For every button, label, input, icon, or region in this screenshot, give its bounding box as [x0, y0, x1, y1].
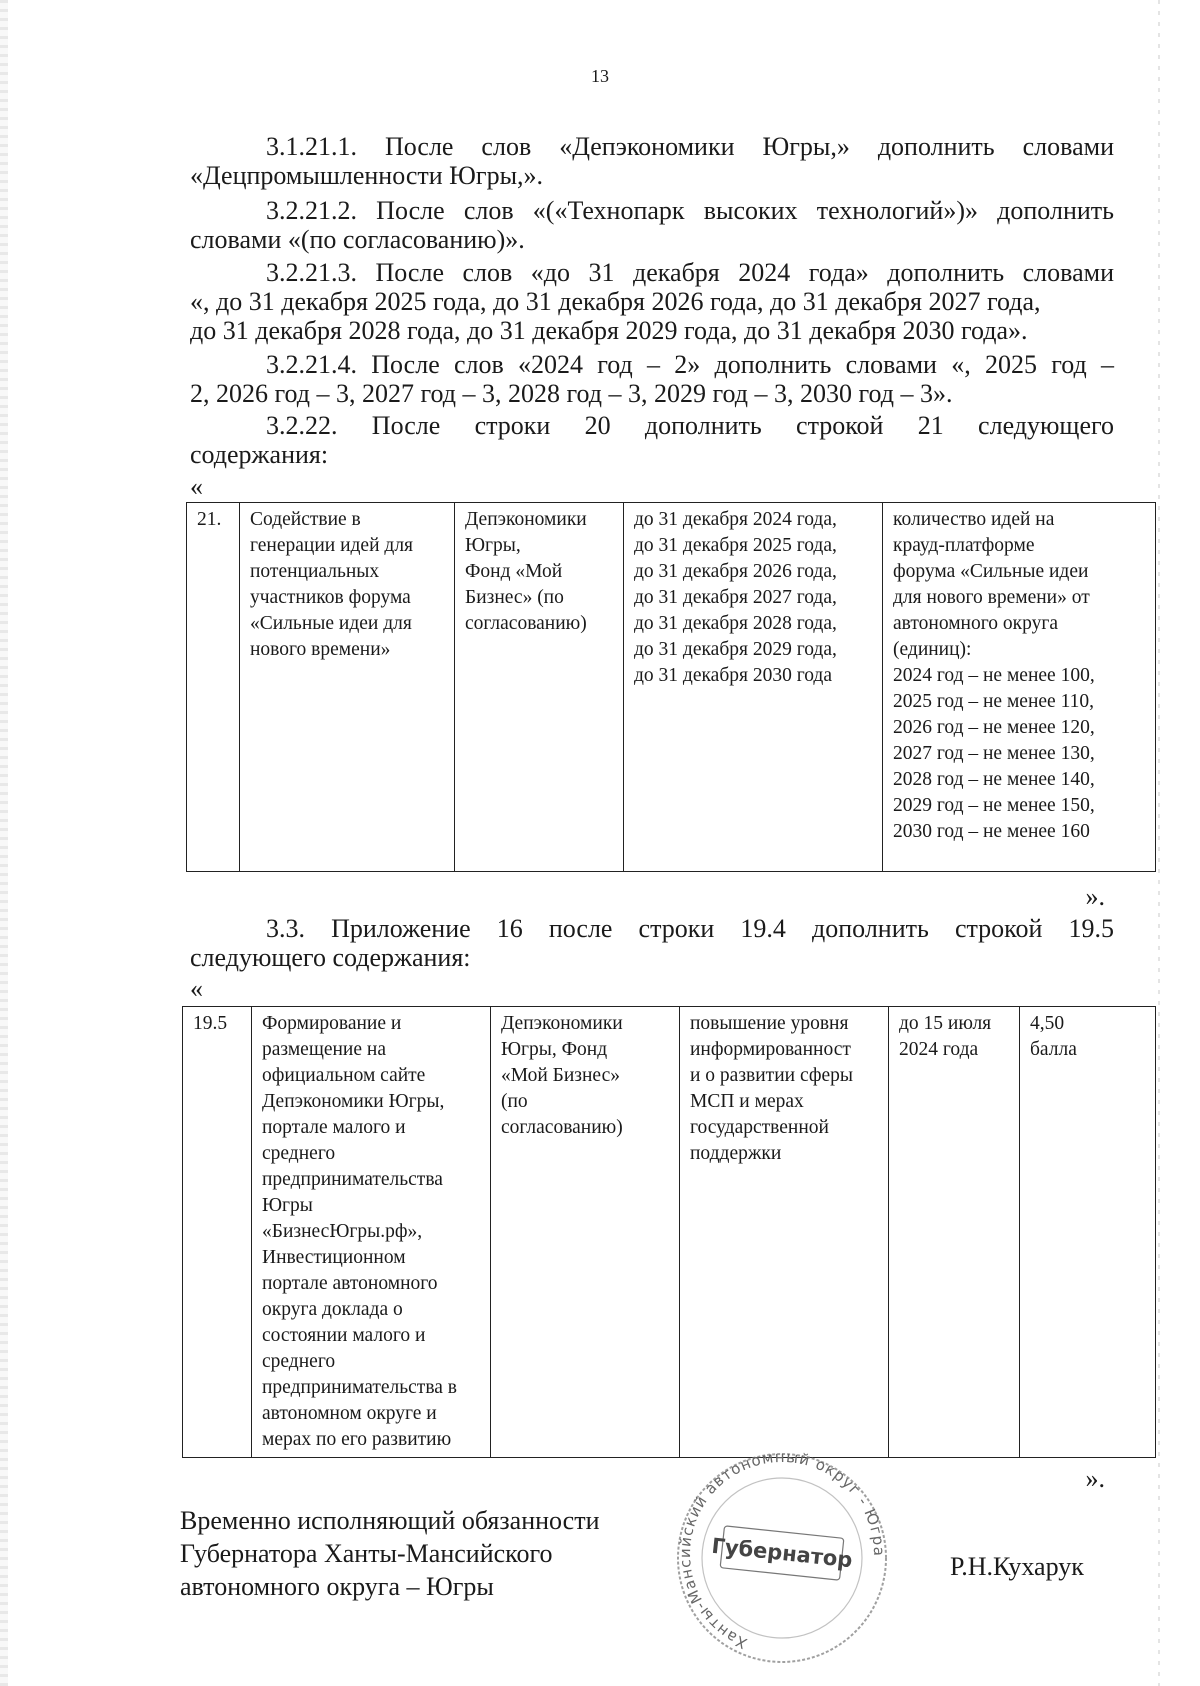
quote-open-2: « [190, 974, 203, 1003]
text-line: нового времени» [250, 639, 391, 660]
text-line: для нового времени» от [893, 587, 1090, 608]
paragraph-3-2-21-4: 3.2.21.4. После слов «2024 год – 2» дополнить словами «, 2025 год – [266, 350, 1114, 379]
text-line: Югры, Фонд [501, 1039, 608, 1060]
text-line: до 31 декабря 2028 года, [634, 613, 837, 634]
paragraph-3-2-21-2-cont: словами «(по согласованию)». [190, 225, 525, 254]
seal-center-text: Губернатор [710, 1533, 854, 1573]
scan-edge-left [0, 0, 8, 1686]
text-line: 2028 год – не менее 140, [893, 769, 1095, 790]
text-line: Югры, [465, 535, 521, 556]
cell-deadline [889, 1007, 1020, 1458]
text-line: официальном сайте [262, 1065, 426, 1086]
signature-position [180, 1504, 600, 1603]
paragraph-3-1-21-1-cont: «Децпромышленности Югры,». [190, 161, 544, 190]
text-line: «Сильные идеи для [250, 613, 412, 634]
cell-result [883, 503, 1156, 872]
quote-close-2: ». [1085, 1464, 1105, 1493]
text-line: мерах по его развитию [262, 1429, 452, 1450]
text-line: состоянии малого и [262, 1325, 426, 1346]
text-line: и о развитии сферы [690, 1065, 853, 1086]
text-line: 2024 год – не менее 100, [893, 665, 1095, 686]
text-line: до 31 декабря 2030 года [634, 665, 832, 686]
paragraph-3-2-21-3-cont1: «, до 31 декабря 2025 года, до 31 декабря 2026 года, до 31 декабря 2027 года, [190, 287, 1041, 316]
text-line: потенциальных [250, 561, 380, 582]
text-line: 2024 года [899, 1039, 979, 1060]
text-line: Бизнес» (по [465, 587, 564, 608]
text-line: Формирование и [262, 1013, 402, 1034]
text-line: размещение на [262, 1039, 386, 1060]
text-line: до 31 декабря 2029 года, [634, 639, 837, 660]
governor-seal [672, 1446, 892, 1676]
signature-line: автономного округа – Югры [180, 1572, 494, 1601]
text-line: балла [1030, 1039, 1077, 1060]
signature-line: Временно исполняющий обязанности [180, 1506, 600, 1535]
cell-number [187, 503, 240, 872]
text-line: Содействие в [250, 509, 361, 530]
text-line: 2029 год – не менее 150, [893, 795, 1095, 816]
paragraph-3-2-21-3-cont2: до 31 декабря 2028 года, до 31 декабря 2029 года, до 31 декабря 2030 года». [190, 316, 1028, 345]
cell-value [1020, 1007, 1156, 1458]
text-line: Инвестиционном [262, 1247, 406, 1268]
text-line: количество идей на [893, 509, 1055, 530]
paragraph-3-3-cont: следующего содержания: [190, 943, 471, 972]
paragraph-3-2-21-3: 3.2.21.3. После слов «до 31 декабря 2024 года» дополнить словами [266, 258, 1114, 287]
text-line: форума «Сильные идеи [893, 561, 1089, 582]
text-line: автономном округе и [262, 1403, 437, 1424]
paragraph-3-2-22-cont: содержания: [190, 440, 329, 469]
text-line: до 15 июля [899, 1013, 992, 1034]
paragraph-3-3: 3.3. Приложение 16 после строки 19.4 дополнить строкой 19.5 [266, 914, 1114, 943]
text-line: государственной [690, 1117, 829, 1138]
text-line: крауд-платформе [893, 535, 1035, 556]
text-line: 4,50 [1030, 1013, 1065, 1034]
text-line: согласованию) [465, 613, 587, 634]
cell-task [252, 1007, 491, 1458]
quote-open-1: « [190, 472, 203, 501]
text-line: Югры [262, 1195, 313, 1216]
row-number: 21. [197, 509, 222, 530]
text-line: предпринимательства в [262, 1377, 458, 1398]
text-line: Депэкономики Югры, [262, 1091, 445, 1112]
text-line: «БизнесЮгры.рф», [262, 1221, 423, 1242]
text-line: поддержки [690, 1143, 782, 1164]
text-line: до 31 декабря 2024 года, [634, 509, 837, 530]
scan-edge-right [1158, 0, 1160, 1686]
text-line: информированност [690, 1039, 851, 1060]
text-line: до 31 декабря 2026 года, [634, 561, 837, 582]
text-line: согласованию) [501, 1117, 623, 1138]
text-line: среднего [262, 1351, 336, 1372]
text-line: 2030 год – не менее 160 [893, 821, 1090, 842]
text-line: портале малого и [262, 1117, 406, 1138]
text-line: до 31 декабря 2027 года, [634, 587, 837, 608]
text-line: 2027 год – не менее 130, [893, 743, 1095, 764]
table-row-21 [186, 502, 1156, 872]
text-line: округа доклада о [262, 1299, 403, 1320]
text-line: 2025 год – не менее 110, [893, 691, 1094, 712]
text-line: генерации идей для [250, 535, 414, 556]
cell-task [240, 503, 455, 872]
paragraph-3-2-22: 3.2.22. После строки 20 дополнить строкой 21 следующего [266, 411, 1114, 440]
cell-executor [455, 503, 624, 872]
text-line: «Мой Бизнес» [501, 1065, 620, 1086]
text-line: повышение уровня [690, 1013, 849, 1034]
text-line: (единиц): [893, 639, 972, 660]
cell-result [680, 1007, 889, 1458]
page-number: 13 [591, 66, 609, 86]
text-line: (по [501, 1091, 528, 1112]
quote-close-1: ». [1085, 882, 1105, 911]
text-line: Фонд «Мой [465, 561, 563, 582]
text-line: до 31 декабря 2025 года, [634, 535, 837, 556]
paragraph-3-1-21-1: 3.1.21.1. После слов «Депэкономики Югры,» дополнить словами [266, 132, 1114, 161]
cell-executor [491, 1007, 680, 1458]
text-line: портале автономного [262, 1273, 438, 1294]
signer-name: Р.Н.Кухарук [950, 1552, 1084, 1581]
cell-number [183, 1007, 252, 1458]
text-line: участников форума [250, 587, 411, 608]
text-line: Депэкономики [465, 509, 587, 530]
row-number: 19.5 [193, 1013, 228, 1034]
signature-line: Губернатора Ханты-Мансийского [180, 1539, 553, 1568]
paragraph-3-2-21-2: 3.2.21.2. После слов «(«Технопарк высоких технологий»)» дополнить [266, 196, 1114, 225]
text-line: автономного округа [893, 613, 1058, 634]
seal-ring-text: Ханты-Мансийский автономный округ - Югра [675, 1447, 889, 1653]
text-line: МСП и мерах [690, 1091, 804, 1112]
paragraph-3-2-21-4-cont: 2, 2026 год – 3, 2027 год – 3, 2028 год – 3, 2029 год – 3, 2030 год – 3». [190, 379, 953, 408]
text-line: 2026 год – не менее 120, [893, 717, 1095, 738]
table-row-19-5 [182, 1006, 1156, 1458]
text-line: среднего [262, 1143, 336, 1164]
cell-deadline [624, 503, 883, 872]
text-line: предпринимательства [262, 1169, 443, 1190]
text-line: Депэкономики [501, 1013, 623, 1034]
